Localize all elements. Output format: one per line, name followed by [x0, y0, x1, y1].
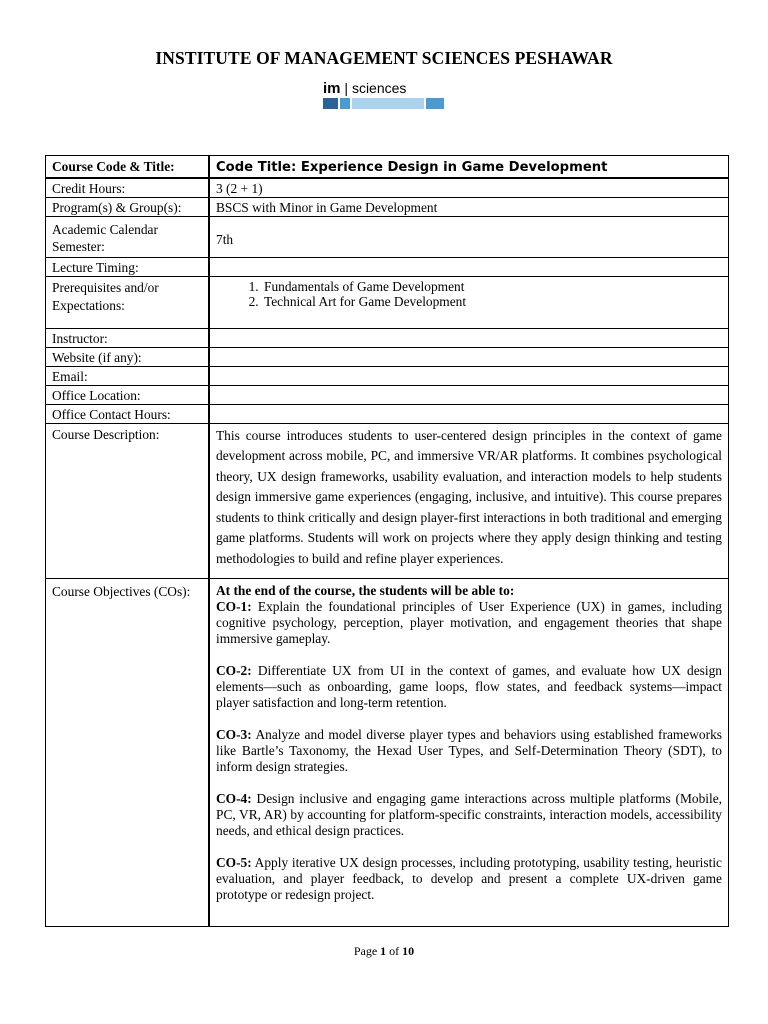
value-instructor: [209, 328, 729, 347]
im-sciences-logo: [323, 80, 447, 112]
value-credit-hours: 3 (2 + 1): [209, 178, 729, 198]
logo-separator: |: [340, 80, 352, 96]
objective-text: Explain the foundational principles of User Experience (UX) in games, including cognitive psychology, perception, player motivation, and engagement theories that shape immersive gameplay.: [216, 598, 722, 646]
row-credit-hours: [46, 178, 729, 198]
footer-page-word: Page: [353, 944, 381, 958]
objective-text: Design inclusive and engaging game interactions across multiple platforms (Mobile, PC, VR, AR) by accounting for platform-specific constraints, interaction models, accessibility needs, and ethical design practices.: [216, 790, 722, 838]
code-title-prefix: Code Title:: [216, 160, 301, 175]
logo-bar-mid: [340, 98, 350, 109]
objective-code: CO-4:: [216, 790, 252, 806]
objective-code: CO-5:: [216, 854, 252, 870]
prerequisite-item: 1. Fundamentals of Game Development: [262, 279, 722, 294]
row-email: [46, 366, 729, 385]
label-semester: Academic Calendar Semester:: [46, 216, 210, 257]
objective-item: [216, 727, 722, 775]
objective-text: Analyze and model diverse player types and behaviors using established frameworks like Bartle’s Taxonomy, the Hexad User Types, and Self-Determination Theory (SDT), to inform design strategies.: [216, 726, 722, 774]
row-instructor: [46, 328, 729, 347]
row-lecture-timing: [46, 257, 729, 276]
label-description: Course Description:: [46, 423, 210, 578]
row-office-location: [46, 385, 729, 404]
logo-wordmark: [323, 80, 406, 97]
value-website: [209, 347, 729, 366]
value-email: [209, 366, 729, 385]
label-lecture-timing: Lecture Timing:: [46, 257, 210, 276]
objective-item: [216, 855, 722, 903]
objective-item: [216, 791, 722, 839]
footer-current-page: 1: [380, 944, 387, 958]
value-office-hours: [209, 404, 729, 423]
course-info-table: [45, 155, 729, 927]
label-email: Email:: [46, 366, 210, 385]
logo-bar-light: [352, 98, 424, 109]
label-programs: Program(s) & Group(s):: [46, 197, 210, 216]
row-website: [46, 347, 729, 366]
row-programs: [46, 197, 729, 216]
label-office-location: Office Location:: [46, 385, 210, 404]
value-objectives: [209, 578, 729, 926]
value-programs: BSCS with Minor in Game Development: [209, 197, 729, 216]
value-office-location: [209, 385, 729, 404]
value-description: This course introduces students to user-centered design principles in the context of game development across mobile, PC, and immersive VR/AR platforms. It combines psychological theory, UX design frameworks, usability evaluation, and interaction models to help students design immersive game experiences (engaging, inclusive, and intuitive). This course prepares students to think critically and design player-first interactions in both traditional and emerging game platforms. Students will work on projects where they apply design thinking and testing methodologies to build and refine player experiences.: [209, 423, 729, 578]
logo-bar-dark: [323, 98, 338, 109]
objective-code: CO-2:: [216, 662, 252, 678]
institute-title: INSTITUTE OF MANAGEMENT SCIENCES PESHAWAR: [155, 48, 613, 68]
row-description: [46, 423, 729, 578]
row-objectives: [46, 578, 729, 926]
prerequisite-item: 2. Technical Art for Game Development: [262, 294, 722, 309]
logo-prefix: im: [323, 80, 341, 97]
objective-text: Apply iterative UX design processes, including prototyping, usability testing, heuristic evaluation, and player feedback, to develop and present a complete UX-driven game prototype or redesign project.: [216, 854, 722, 902]
code-title-value: Experience Design in Game Development: [300, 160, 608, 175]
value-lecture-timing: [209, 257, 729, 276]
label-instructor: Instructor:: [46, 328, 210, 347]
label-credit-hours: Credit Hours:: [46, 178, 210, 198]
value-code-title: [209, 156, 729, 178]
prerequisite-list: [216, 279, 722, 309]
row-code-title: [46, 156, 729, 178]
row-office-hours: [46, 404, 729, 423]
objective-text: Differentiate UX from UI in the context of games, and evaluate how UX design elements—such as onboarding, game loops, flow states, and feedback systems—impact player satisfaction and long-term retention.: [216, 662, 722, 710]
row-semester: [46, 216, 729, 257]
footer-total-pages: 10: [402, 944, 415, 958]
label-prerequisites: Prerequisites and/or Expectations:: [46, 276, 210, 328]
objective-item: [216, 599, 722, 647]
label-code-title: Course Code & Title:: [46, 156, 210, 178]
page-footer: [0, 944, 768, 959]
value-prerequisites: [209, 276, 729, 328]
label-office-hours: Office Contact Hours:: [46, 404, 210, 423]
objectives-lead: At the end of the course, the students will be able to:: [216, 582, 515, 598]
row-prerequisites: [46, 276, 729, 328]
label-objectives: Course Objectives (COs):: [46, 578, 210, 926]
objective-code: CO-1:: [216, 598, 252, 614]
footer-of-word: of: [386, 944, 403, 958]
logo-suffix: sciences: [351, 80, 407, 96]
label-website: Website (if any):: [46, 347, 210, 366]
logo-bar-end: [426, 98, 444, 109]
value-semester: 7th: [209, 216, 729, 257]
objective-item: [216, 663, 722, 711]
objective-code: CO-3:: [216, 726, 252, 742]
